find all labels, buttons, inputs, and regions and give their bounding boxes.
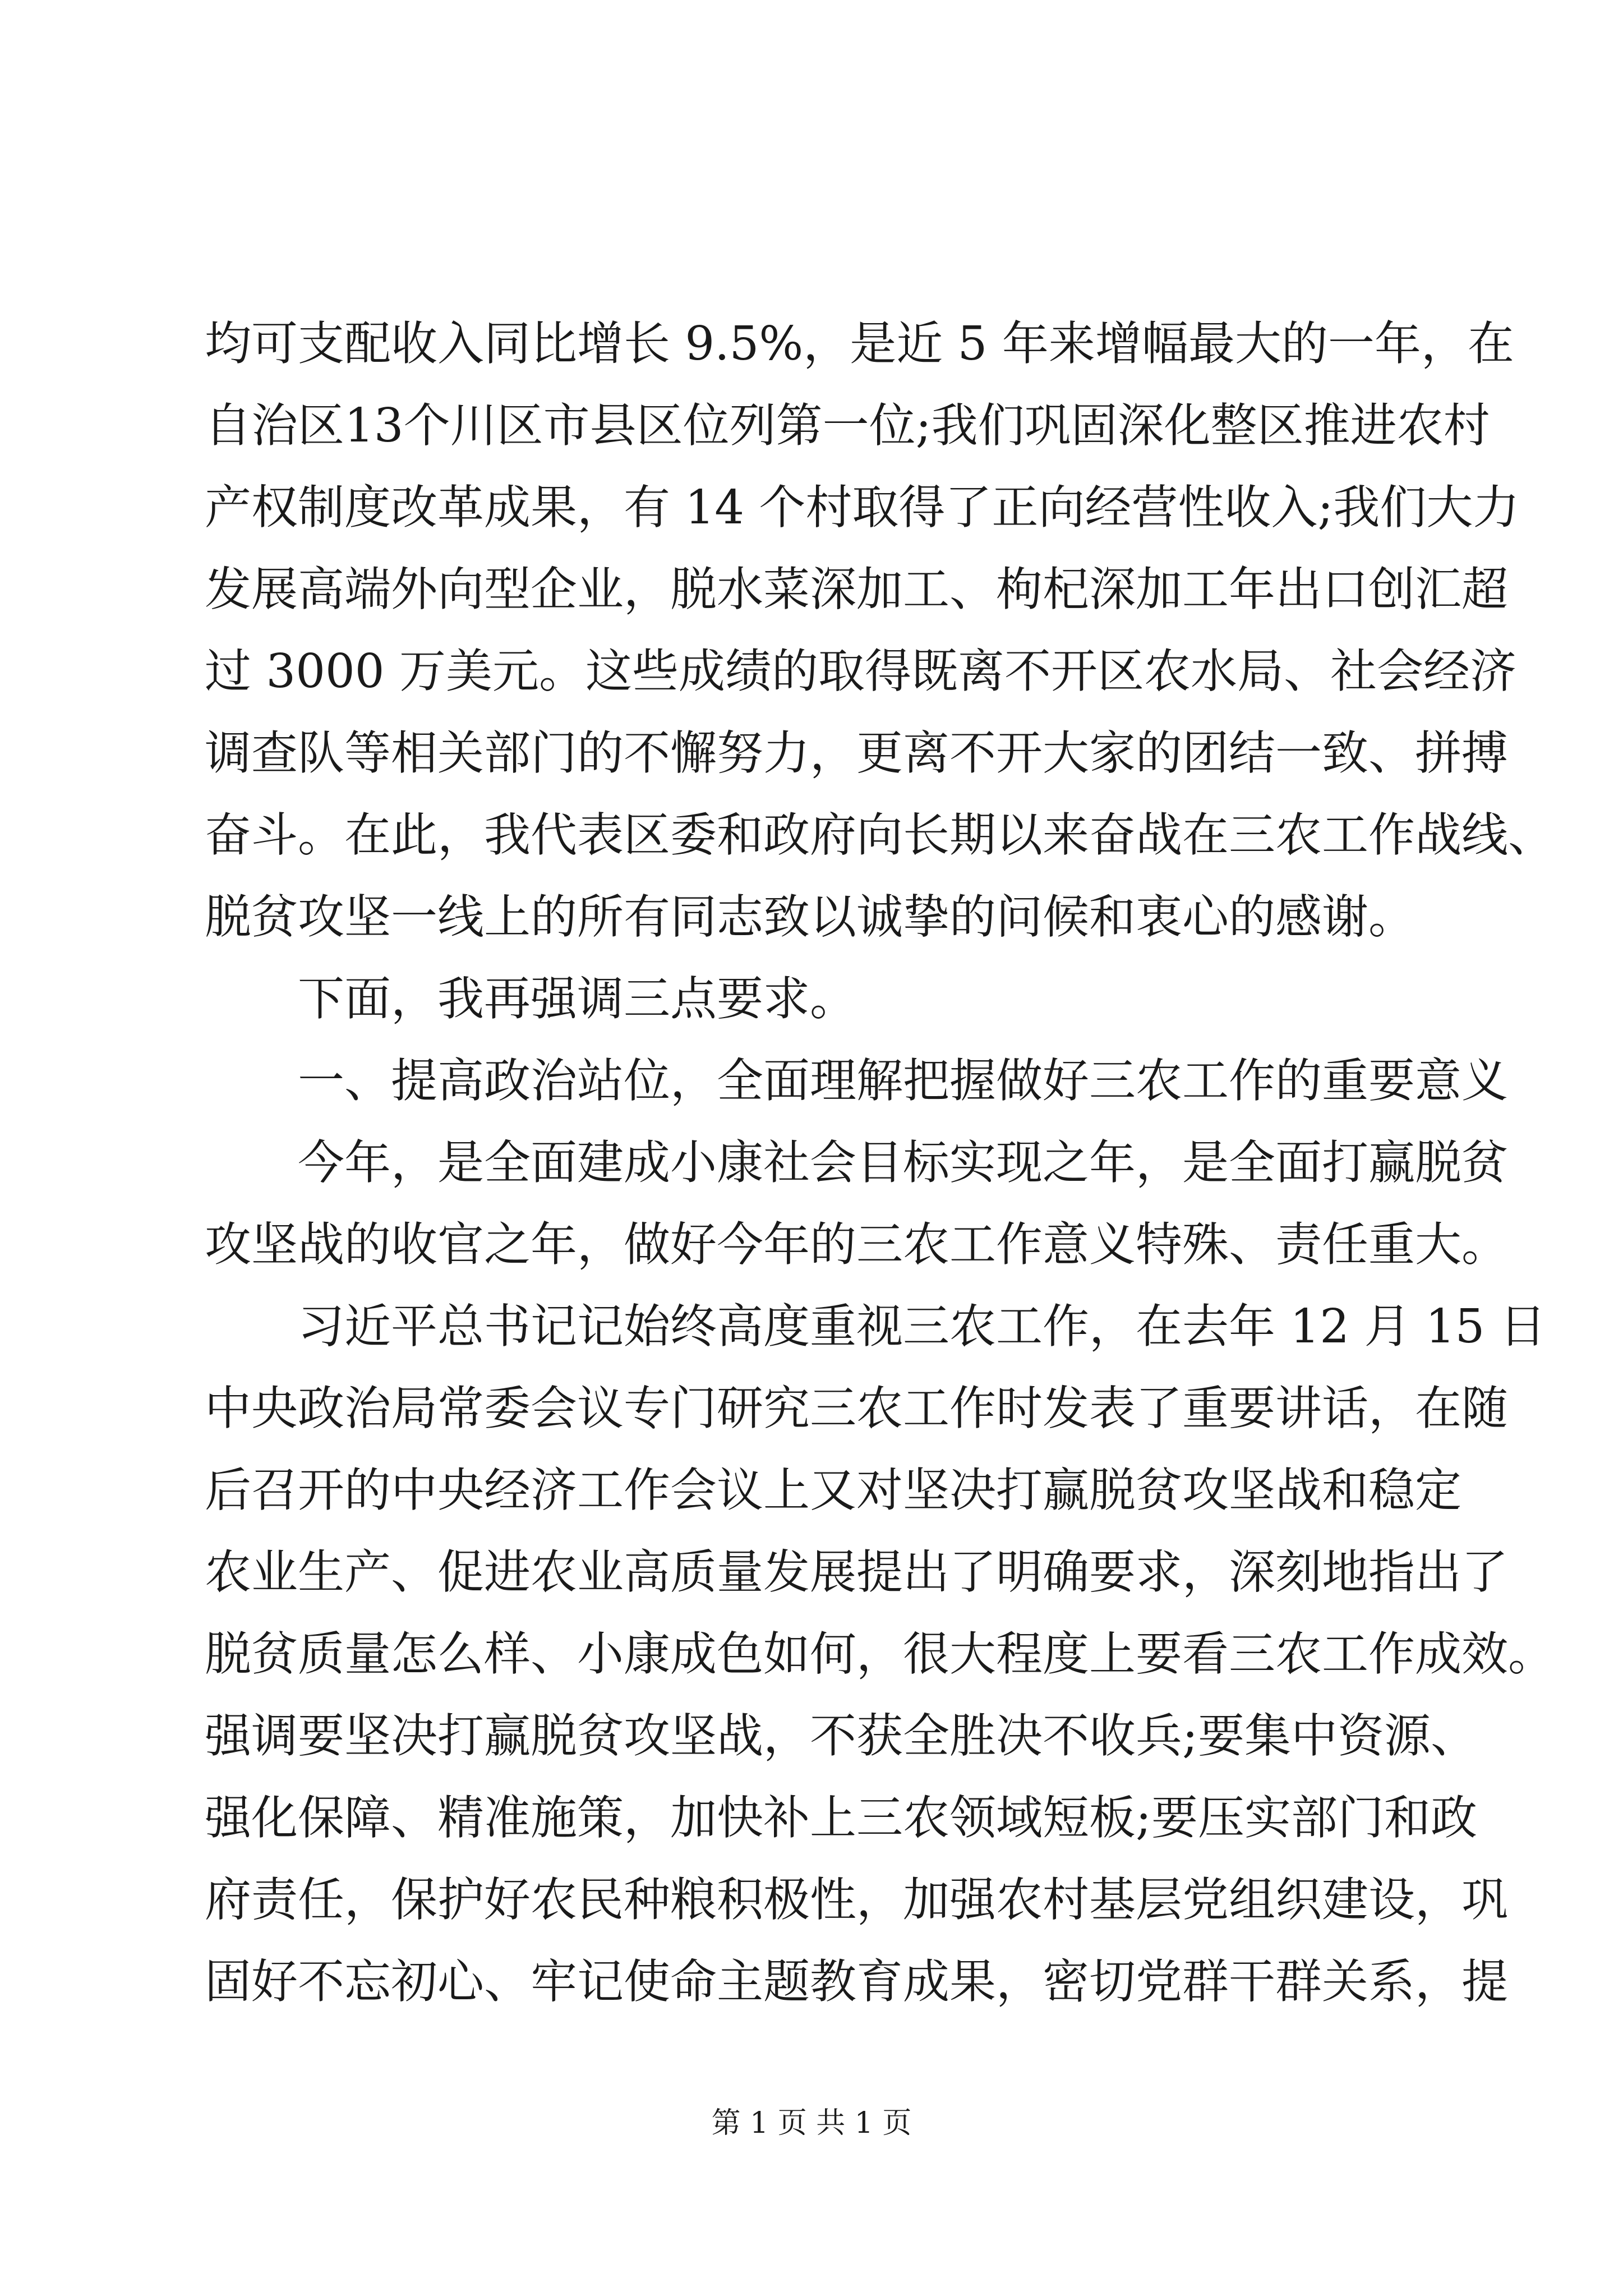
- body-text: [205, 303, 1555, 2023]
- text-line: 习近平总书记记始终高度重视三农工作，在去年 12 月 15 日: [298, 1299, 1546, 1354]
- text-line: 发展高端外向型企业，脱水菜深加工、枸杞深加工年出口创汇超: [205, 562, 1508, 616]
- text-line: 攻坚战的收官之年，做好今年的三农工作意义特殊、责任重大。: [205, 1217, 1508, 1272]
- text-line: 均可支配收入同比增长 9.5%，是近 5 年来增幅最大的一年，在: [205, 316, 1514, 371]
- text-line: 过 3000 万美元。这些成绩的取得既离不开区农水局、社会经济: [205, 644, 1516, 698]
- text-line: 产权制度改革成果，有 14 个村取得了正向经营性收入;我们大力: [205, 480, 1520, 535]
- text-line: 调查队等相关部门的不懈努力，更离不开大家的团结一致、拼搏: [205, 726, 1508, 780]
- text-line: 脱贫攻坚一线上的所有同志致以诚挚的问候和衷心的感谢。: [205, 890, 1415, 944]
- text-line: 强调要坚决打赢脱贫攻坚战，不获全胜决不收兵;要集中资源、: [205, 1709, 1477, 1763]
- text-line: 脱贫质量怎么样、小康成色如何，很大程度上要看三农工作成效。: [205, 1627, 1555, 1681]
- text-line: 今年，是全面建成小康社会目标实现之年，是全面打赢脱贫: [298, 1135, 1508, 1190]
- text-line: 府责任，保护好农民种粮积极性，加强农村基层党组织建设，巩: [205, 1872, 1508, 1927]
- text-line: 固好不忘初心、牢记使命主题教育成果，密切党群干群关系，提: [205, 1954, 1508, 2009]
- text-line: 中央政治局常委会议专门研究三农工作时发表了重要讲话，在随: [205, 1381, 1508, 1435]
- text-line: 下面，我再强调三点要求。: [298, 972, 856, 1026]
- text-line: 后召开的中央经济工作会议上又对坚决打赢脱贫攻坚战和稳定: [205, 1463, 1461, 1517]
- page-footer: 第 1 页 共 1 页: [711, 2106, 912, 2140]
- text-line: 强化保障、精准施策，加快补上三农领域短板;要压实部门和政: [205, 1791, 1477, 1845]
- text-line: 奋斗。在此，我代表区委和政府向长期以来奋战在三农工作战线、: [205, 808, 1555, 862]
- text-line: 自治区13个川区市县区位列第一位;我们巩固深化整区推进农村: [205, 398, 1490, 453]
- text-line: 农业生产、促进农业高质量发展提出了明确要求，深刻地指出了: [205, 1545, 1508, 1599]
- text-line: 一、提高政治站位，全面理解把握做好三农工作的重要意义: [298, 1053, 1508, 1108]
